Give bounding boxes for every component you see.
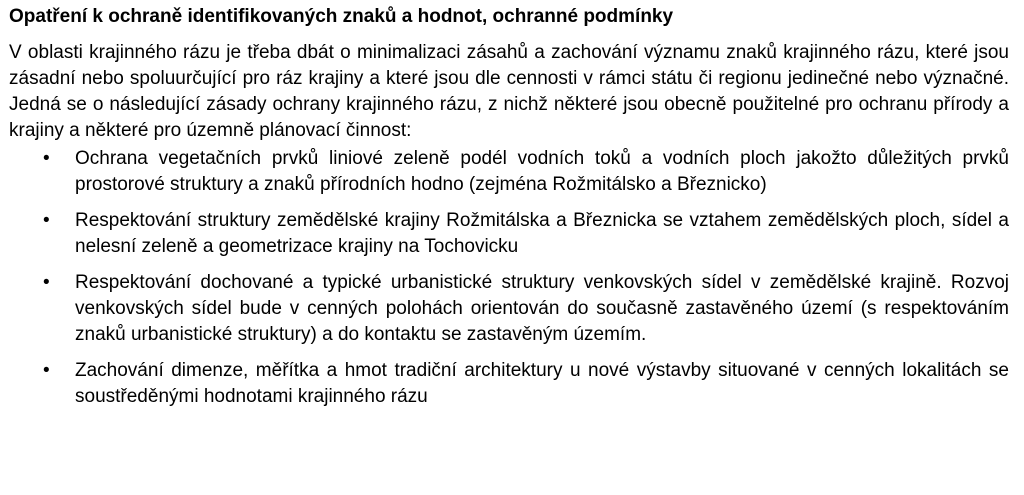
bullet-icon: •	[43, 210, 50, 231]
bullet-item-urban-structure	[9, 270, 1009, 348]
section-heading: Opatření k ochraně identifikovaných znaků a hodnot, ochranné podmínky	[9, 6, 674, 27]
bullet-item-agricultural-structure	[9, 208, 1009, 260]
bullet-text: Respektování dochované a typické urbanistické struktury venkovských sídel v zemědělské krajině. Rozvoj venkovských sídel bude v cenných polohách orientován do současně zastavěného území (s respektováním znaků urbanistické struktury) a do kontaktu se zastavěným územím.	[75, 272, 1009, 345]
intro-paragraph: V oblasti krajinného rázu je třeba dbát o minimalizaci zásahů a zachování významu znaků krajinného rázu, které jsou zásadní nebo spoluurčující pro ráz krajiny a které jsou dle cennosti v rámci státu či regionu jedinečné nebo význačné. Jedná se o následující zásady ochrany krajinného rázu, z nichž některé jsou obecně použitelné pro ochranu přírody a krajiny a některé pro územně plánovací činnost:	[9, 42, 1009, 141]
bullet-list	[9, 146, 1009, 410]
bullet-text: Respektování struktury zemědělské krajiny Rožmitálska a Březnicka se vztahem zemědělských ploch, sídel a nelesní zeleně a geometrizace krajiny na Tochovicku	[75, 210, 1009, 257]
bullet-text: Zachování dimenze, měřítka a hmot tradiční architektury u nové výstavby situované v cenných lokalitách se soustředěnými hodnotami krajinného rázu	[75, 360, 1009, 407]
bullet-text: Ochrana vegetačních prvků liniové zeleně podél vodních toků a vodních ploch jakožto důležitých prvků prostorové struktury a znaků přírodních hodno (zejména Rožmitálsko a Březnicko)	[75, 148, 1009, 195]
bullet-icon: •	[43, 148, 50, 169]
bullet-item-vegetation	[9, 146, 1009, 198]
bullet-item-traditional-architecture	[9, 358, 1009, 410]
bullet-icon: •	[43, 360, 50, 381]
bullet-icon: •	[43, 272, 50, 293]
